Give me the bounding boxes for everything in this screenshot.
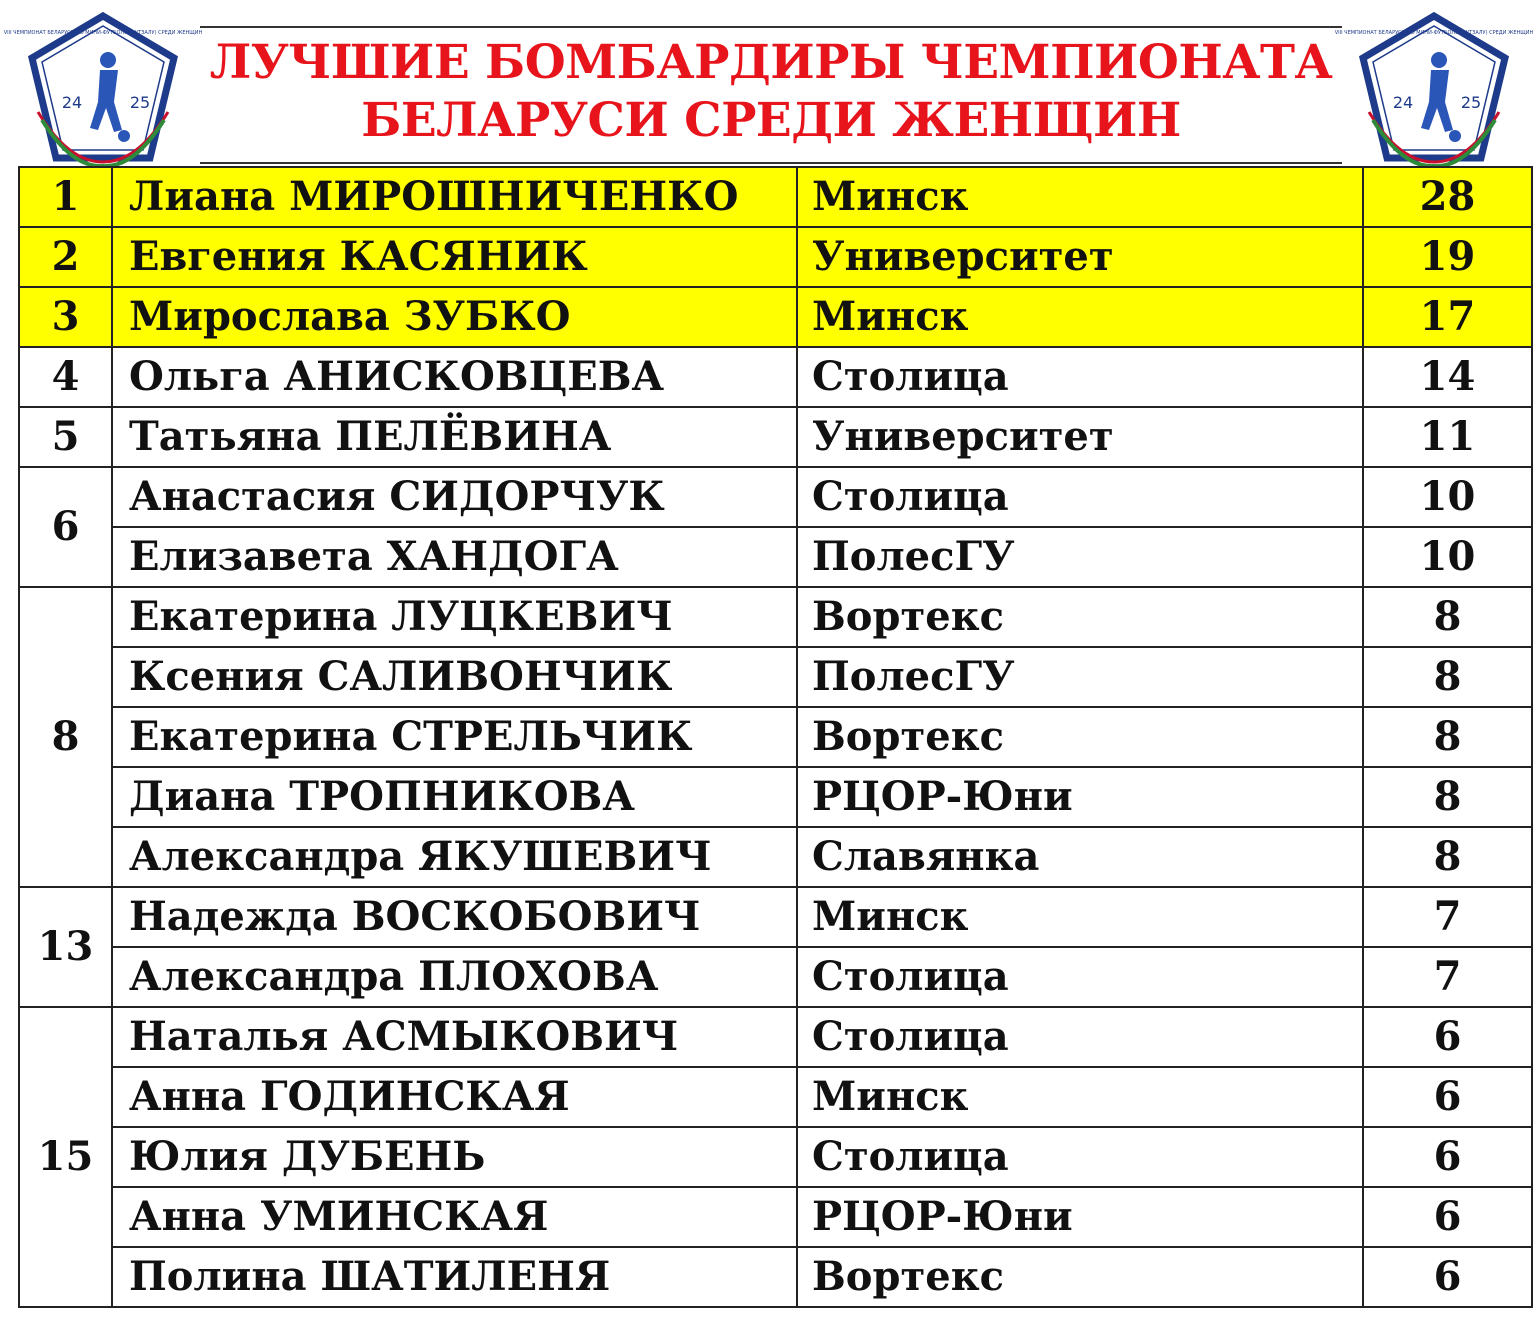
team-cell: Вортекс	[797, 587, 1363, 647]
rank-cell: 2	[19, 227, 112, 287]
table-row	[19, 227, 1532, 287]
rank-cell: 13	[19, 887, 112, 1007]
player-name-cell: Полина ШАТИЛЕНЯ	[112, 1247, 797, 1307]
player-name-cell: Наталья АСМЫКОВИЧ	[112, 1007, 797, 1067]
team-cell: Вортекс	[797, 707, 1363, 767]
team-cell: Минск	[797, 887, 1363, 947]
goals-cell: 8	[1363, 707, 1532, 767]
title-line-1: ЛУЧШИЕ БОМБАРДИРЫ ЧЕМПИОНАТА	[209, 35, 1333, 90]
title-line-2: БЕЛАРУСИ СРЕДИ ЖЕНЩИН	[361, 93, 1181, 148]
player-name-cell: Юлия ДУБЕНЬ	[112, 1127, 797, 1187]
team-cell: РЦОР-Юни	[797, 1187, 1363, 1247]
rank-cell: 5	[19, 407, 112, 467]
table-row	[19, 1187, 1532, 1247]
table-row	[19, 167, 1532, 227]
player-name-cell: Лиана МИРОШНИЧЕНКО	[112, 167, 797, 227]
player-name-cell: Елизавета ХАНДОГА	[112, 527, 797, 587]
rank-cell: 4	[19, 347, 112, 407]
rank-cell: 6	[19, 467, 112, 587]
table-row	[19, 1247, 1532, 1307]
team-cell: Столица	[797, 347, 1363, 407]
team-cell: Столица	[797, 1127, 1363, 1187]
player-name-cell: Анна ГОДИНСКАЯ	[112, 1067, 797, 1127]
table-row	[19, 1067, 1532, 1127]
table-row	[19, 647, 1532, 707]
team-cell: Вортекс	[797, 1247, 1363, 1307]
table-row	[19, 1127, 1532, 1187]
player-name-cell: Ольга АНИСКОВЦЕВА	[112, 347, 797, 407]
goals-cell: 19	[1363, 227, 1532, 287]
team-cell: Столица	[797, 467, 1363, 527]
goals-cell: 10	[1363, 527, 1532, 587]
rank-cell: 1	[19, 167, 112, 227]
table-row	[19, 1007, 1532, 1067]
logo-caption: VIII ЧЕМПИОНАТ БЕЛАРУСИ ПО МИНИ-ФУТБОЛУ (ФУТЗАЛУ) СРЕДИ ЖЕНЩИН	[1334, 30, 1533, 36]
team-cell: Славянка	[797, 827, 1363, 887]
rank-cell: 8	[19, 587, 112, 887]
logo-caption: VIII ЧЕМПИОНАТ БЕЛАРУСИ ПО МИНИ-ФУТБОЛУ (ФУТЗАЛУ) СРЕДИ ЖЕНЩИН	[3, 30, 203, 36]
rank-cell: 3	[19, 287, 112, 347]
player-name-cell: Александра ЯКУШЕВИЧ	[112, 827, 797, 887]
team-cell: ПолесГУ	[797, 647, 1363, 707]
table-row	[19, 827, 1532, 887]
team-cell: Минск	[797, 1067, 1363, 1127]
player-name-cell: Мирослава ЗУБКО	[112, 287, 797, 347]
goals-cell: 6	[1363, 1007, 1532, 1067]
player-name-cell: Надежда ВОСКОБОВИЧ	[112, 887, 797, 947]
team-cell: ПолесГУ	[797, 527, 1363, 587]
player-name-cell: Ксения САЛИВОНЧИК	[112, 647, 797, 707]
goals-cell: 8	[1363, 587, 1532, 647]
player-name-cell: Анна УМИНСКАЯ	[112, 1187, 797, 1247]
goals-cell: 11	[1363, 407, 1532, 467]
team-cell: Университет	[797, 227, 1363, 287]
player-name-cell: Татьяна ПЕЛЁВИНА	[112, 407, 797, 467]
championship-logo-icon	[3, 12, 203, 164]
table-row	[19, 407, 1532, 467]
header-rule-top	[200, 26, 1342, 28]
goals-cell: 7	[1363, 947, 1532, 1007]
goals-cell: 6	[1363, 1067, 1532, 1127]
goals-cell: 8	[1363, 827, 1532, 887]
table-row	[19, 887, 1532, 947]
scorers-table	[18, 166, 1533, 1308]
goals-cell: 8	[1363, 647, 1532, 707]
table-row	[19, 527, 1532, 587]
logo-year-left: 24	[61, 93, 83, 112]
table-row	[19, 587, 1532, 647]
table-row	[19, 467, 1532, 527]
table-row	[19, 767, 1532, 827]
team-cell: Минск	[797, 287, 1363, 347]
goals-cell: 14	[1363, 347, 1532, 407]
header-rule-bottom	[200, 162, 1342, 164]
logo-year-right: 25	[1460, 93, 1482, 112]
goals-cell: 7	[1363, 887, 1532, 947]
team-cell: Университет	[797, 407, 1363, 467]
table-row	[19, 707, 1532, 767]
goals-cell: 10	[1363, 467, 1532, 527]
player-name-cell: Екатерина ЛУЦКЕВИЧ	[112, 587, 797, 647]
table-row	[19, 287, 1532, 347]
player-name-cell: Александра ПЛОХОВА	[112, 947, 797, 1007]
team-cell: Минск	[797, 167, 1363, 227]
goals-cell: 6	[1363, 1187, 1532, 1247]
page-title	[200, 34, 1342, 150]
goals-cell: 6	[1363, 1127, 1532, 1187]
player-name-cell: Екатерина СТРЕЛЬЧИК	[112, 707, 797, 767]
page-header	[0, 0, 1533, 166]
goals-cell: 6	[1363, 1247, 1532, 1307]
table-row	[19, 947, 1532, 1007]
player-name-cell: Диана ТРОПНИКОВА	[112, 767, 797, 827]
championship-logo-icon	[1334, 12, 1533, 164]
team-cell: РЦОР-Юни	[797, 767, 1363, 827]
logo-year-right: 25	[129, 93, 151, 112]
championship-logo-right	[1334, 12, 1533, 164]
player-name-cell: Анастасия СИДОРЧУК	[112, 467, 797, 527]
player-name-cell: Евгения КАСЯНИК	[112, 227, 797, 287]
rank-cell: 15	[19, 1007, 112, 1307]
goals-cell: 8	[1363, 767, 1532, 827]
goals-cell: 17	[1363, 287, 1532, 347]
logo-year-left: 24	[1392, 93, 1414, 112]
team-cell: Столица	[797, 947, 1363, 1007]
championship-logo-left	[3, 12, 203, 164]
goals-cell: 28	[1363, 167, 1532, 227]
table-row	[19, 347, 1532, 407]
team-cell: Столица	[797, 1007, 1363, 1067]
